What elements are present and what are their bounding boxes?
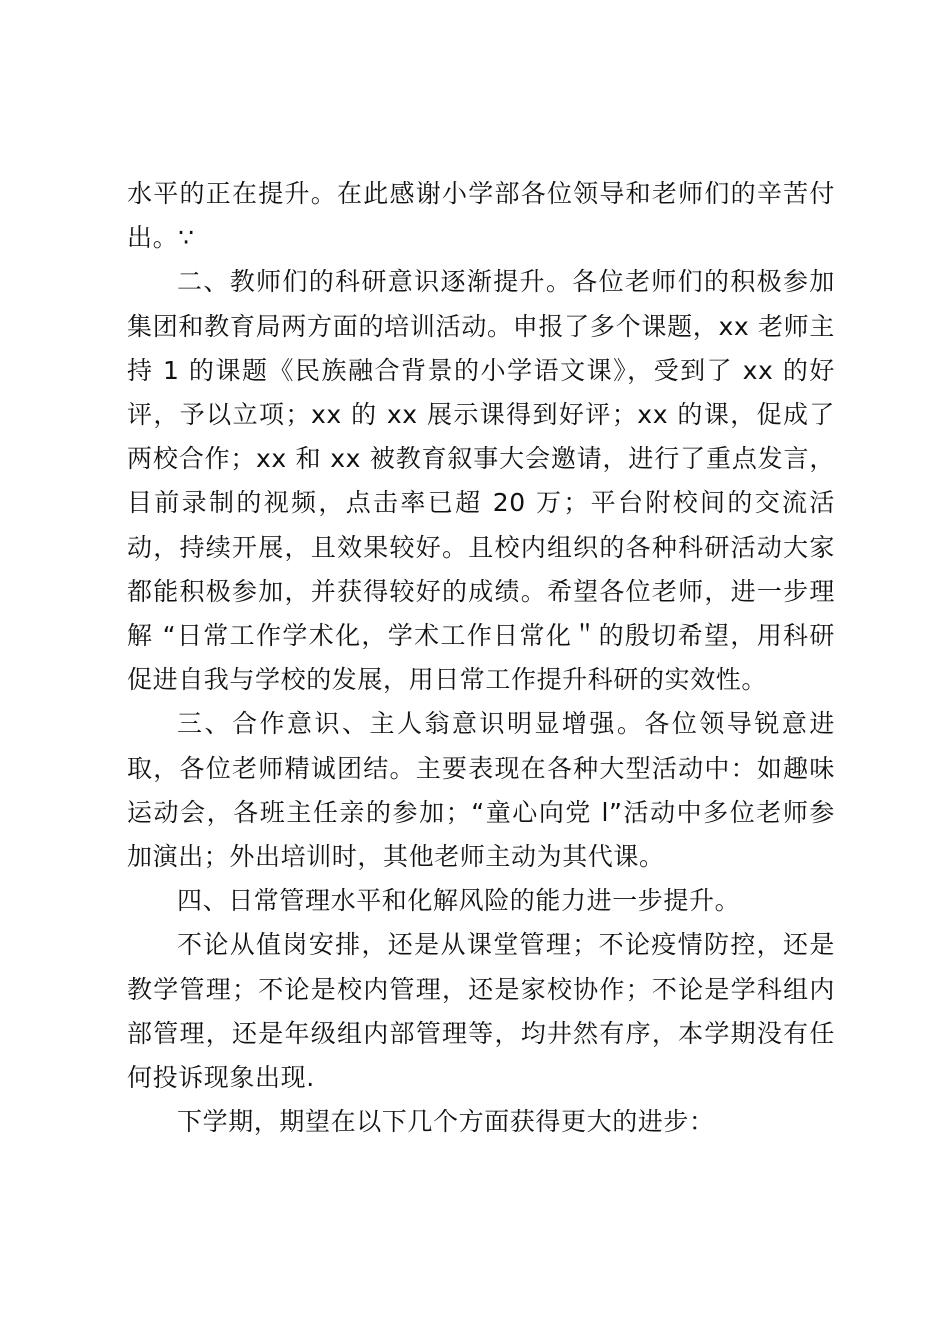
paragraph-cooperation-awareness: 三、合作意识、主人翁意识明显增强。各位领导锐意进取，各位老师精诚团结。主要表现在各种大型活动中：如趣味运动会，各班主任亲的参加；“童心向党 l”活动中多位老师参加演出；外出培训时，其他老师主动为其代课。 xyxy=(127,709,835,872)
paragraph-continuation: 水平的正在提升。在此感谢小学部各位领导和老师们的辛苦付出。∵ xyxy=(127,179,835,253)
paragraph-research-awareness: 二、教师们的科研意识逐渐提升。各位老师们的积极参加集团和教育局两方面的培训活动。申报了多个课题，xx 老师主持 1 的课题《民族融合背景的小学语文课》，受到了 xx 的好评，予以立项；xx 的 xx 展示课得到好评；xx 的课，促成了两校合作；xx 和 xx 被教育叙事大会邀请，进行了重点发言，目前录制的视频，点击率已超 20 万；平台附校间的交流活动，持续开展，且效果较好。且校内组织的各种科研活动大家都能积极参加，并获得较好的成绩。希望各位老师，进一步理解 “日常工作学术化，学术工作日常化＂的殷切希望，用科研促进自我与学校的发展，用日常工作提升科研的实效性。 xyxy=(127,267,835,695)
paragraph-daily-management: 四、日常管理水平和化解风险的能力进一步提升。 xyxy=(177,886,741,916)
paragraph-management-details: 不论从值岗安排，还是从课堂管理；不论疫情防控，还是教学管理；不论是校内管理，还是家校协作；不论是学科组内部管理，还是年级组内部管理等，均井然有序，本学期没有任何投诉现象出现. xyxy=(127,930,835,1093)
document-body xyxy=(127,172,835,1144)
paragraph-next-semester: 下学期，期望在以下几个方面获得更大的进步： xyxy=(177,1107,715,1137)
